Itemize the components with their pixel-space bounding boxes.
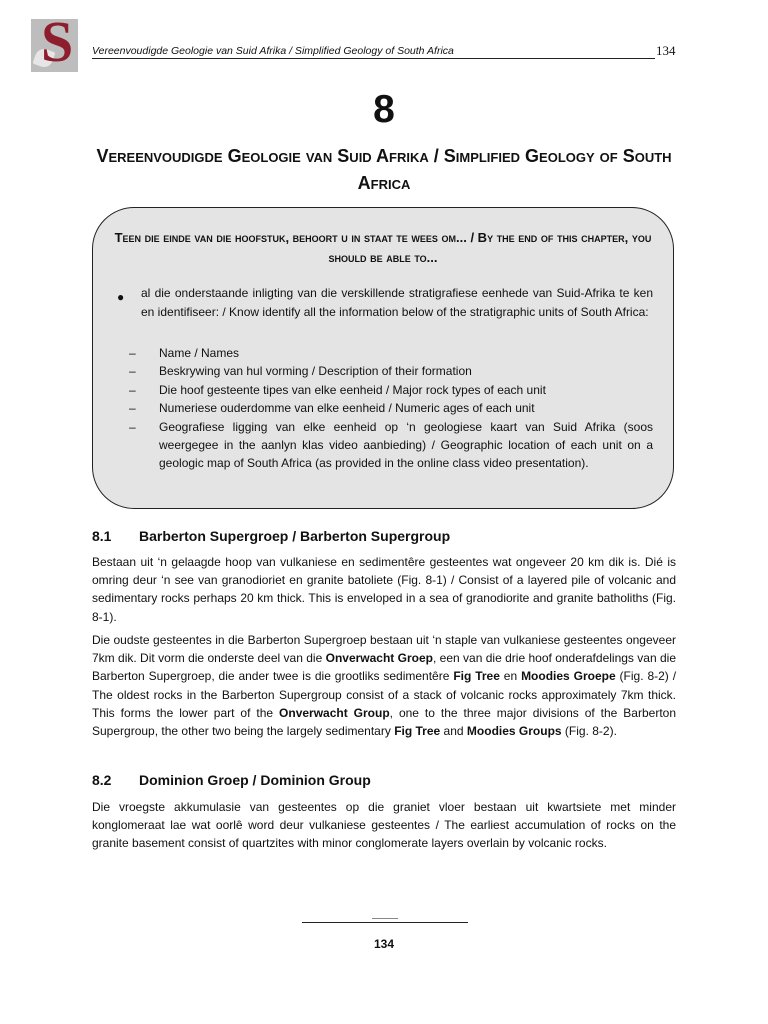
learning-objectives-box bbox=[92, 207, 674, 509]
section-number: 8.2 bbox=[92, 772, 112, 788]
footer-rule bbox=[302, 922, 468, 923]
s-monogram-icon: S bbox=[41, 9, 74, 74]
objective-item: – Die hoof gesteente tipes van elke eenheid / Major rock types of each unit bbox=[129, 383, 546, 397]
objective-item: – Beskrywing van hul vorming / Description of their formation bbox=[129, 364, 472, 378]
objective-item: – Name / Names bbox=[129, 346, 240, 360]
footer-rule-short bbox=[372, 918, 398, 919]
footer-page-number: 134 bbox=[373, 937, 395, 951]
section-heading-8-2 bbox=[92, 772, 371, 788]
section-title: Barberton Supergroep / Barberton Supergroup bbox=[139, 528, 451, 544]
section-8-2-paragraph-1: Die vroegste akkumulasie van gesteentes op die graniet vloer bestaan uit kwartsiete met minder konglomeraat lae wat oorlê word deur vulkaniese gesteentes / The earliest accumulation of rocks on the granite basement consist of quartzites with minor conglomerate layers overlain by volcanic rocks. bbox=[92, 800, 676, 851]
running-header: Vereenvoudigde Geologie van Suid Afrika / Simplified Geology of South Africa bbox=[92, 45, 655, 59]
university-logo bbox=[31, 9, 78, 74]
objectives-heading: Teen die einde van die hoofstuk, behoort u in staat te wees om... / By the end of this chapter, you should be able to... bbox=[114, 230, 652, 265]
section-8-1-paragraph-1: Bestaan uit ‘n gelaagde hoop van vulkaniese en sedimentêre gesteentes wat ongeveer 20 km dik is. Dié is omring deur ‘n see van granodioriet en granite batoliete (Fig. 8-1) / Consist of a layered pile of volcanic and sedimentary rocks perhaps 20 km thick. This is enveloped in a sea of granodiorite and granite batholiths (Fig. 8-1). bbox=[92, 555, 676, 624]
chapter-title: Vereenvoudigde Geologie van Suid Afrika / Simplified Geology of South Africa bbox=[96, 146, 672, 193]
chapter-number: 8 bbox=[373, 88, 395, 131]
objective-item: – Geografiese ligging van elke eenheid op ‘n geologiese kaart van Suid Afrika (soos weergegee in the aanlyn klas video aanbieding) / Geographic location of each unit on a geologic map of South Africa (as provided in the online class video presentation). bbox=[129, 420, 653, 470]
objectives-bullet: al die onderstaande inligting van die verskillende stratigrafiese eenhede van Suid-Afrika te ken en identifiseer: / Know identify all the information below of the stratigraphic units of South Africa: bbox=[141, 286, 653, 319]
objective-item: – Numeriese ouderdomme van elke eenheid / Numeric ages of each unit bbox=[129, 401, 535, 415]
section-title: Dominion Groep / Dominion Group bbox=[139, 772, 371, 788]
header-page-number: 134 bbox=[656, 43, 676, 58]
section-number: 8.1 bbox=[92, 528, 112, 544]
section-8-1-paragraph-2: Die oudste gesteentes in die Barberton Supergroep bestaan uit ‘n staple van vulkaniese gesteentes ongeveer 7km dik. Dit vorm die onderste deel van die Onverwacht Groep, een van die drie hoof onderafdelings van die Barberton Supergroep, die ander twee is die grootliks sedimentêre Fig Tree en Moodies Groepe (Fig. 8-2) / The oldest rocks in the Barberton Supergroup consist of a stack of volcanic rocks approximately 7km thick. This forms the lower part of the Onverwacht Group, one to the three major divisions of the Barberton Supergroup, the other two being the largely sedimentary Fig Tree and Moodies Groups (Fig. 8-2). bbox=[92, 633, 677, 739]
section-heading-8-1 bbox=[92, 528, 450, 544]
bullet-icon: ● bbox=[117, 290, 125, 304]
